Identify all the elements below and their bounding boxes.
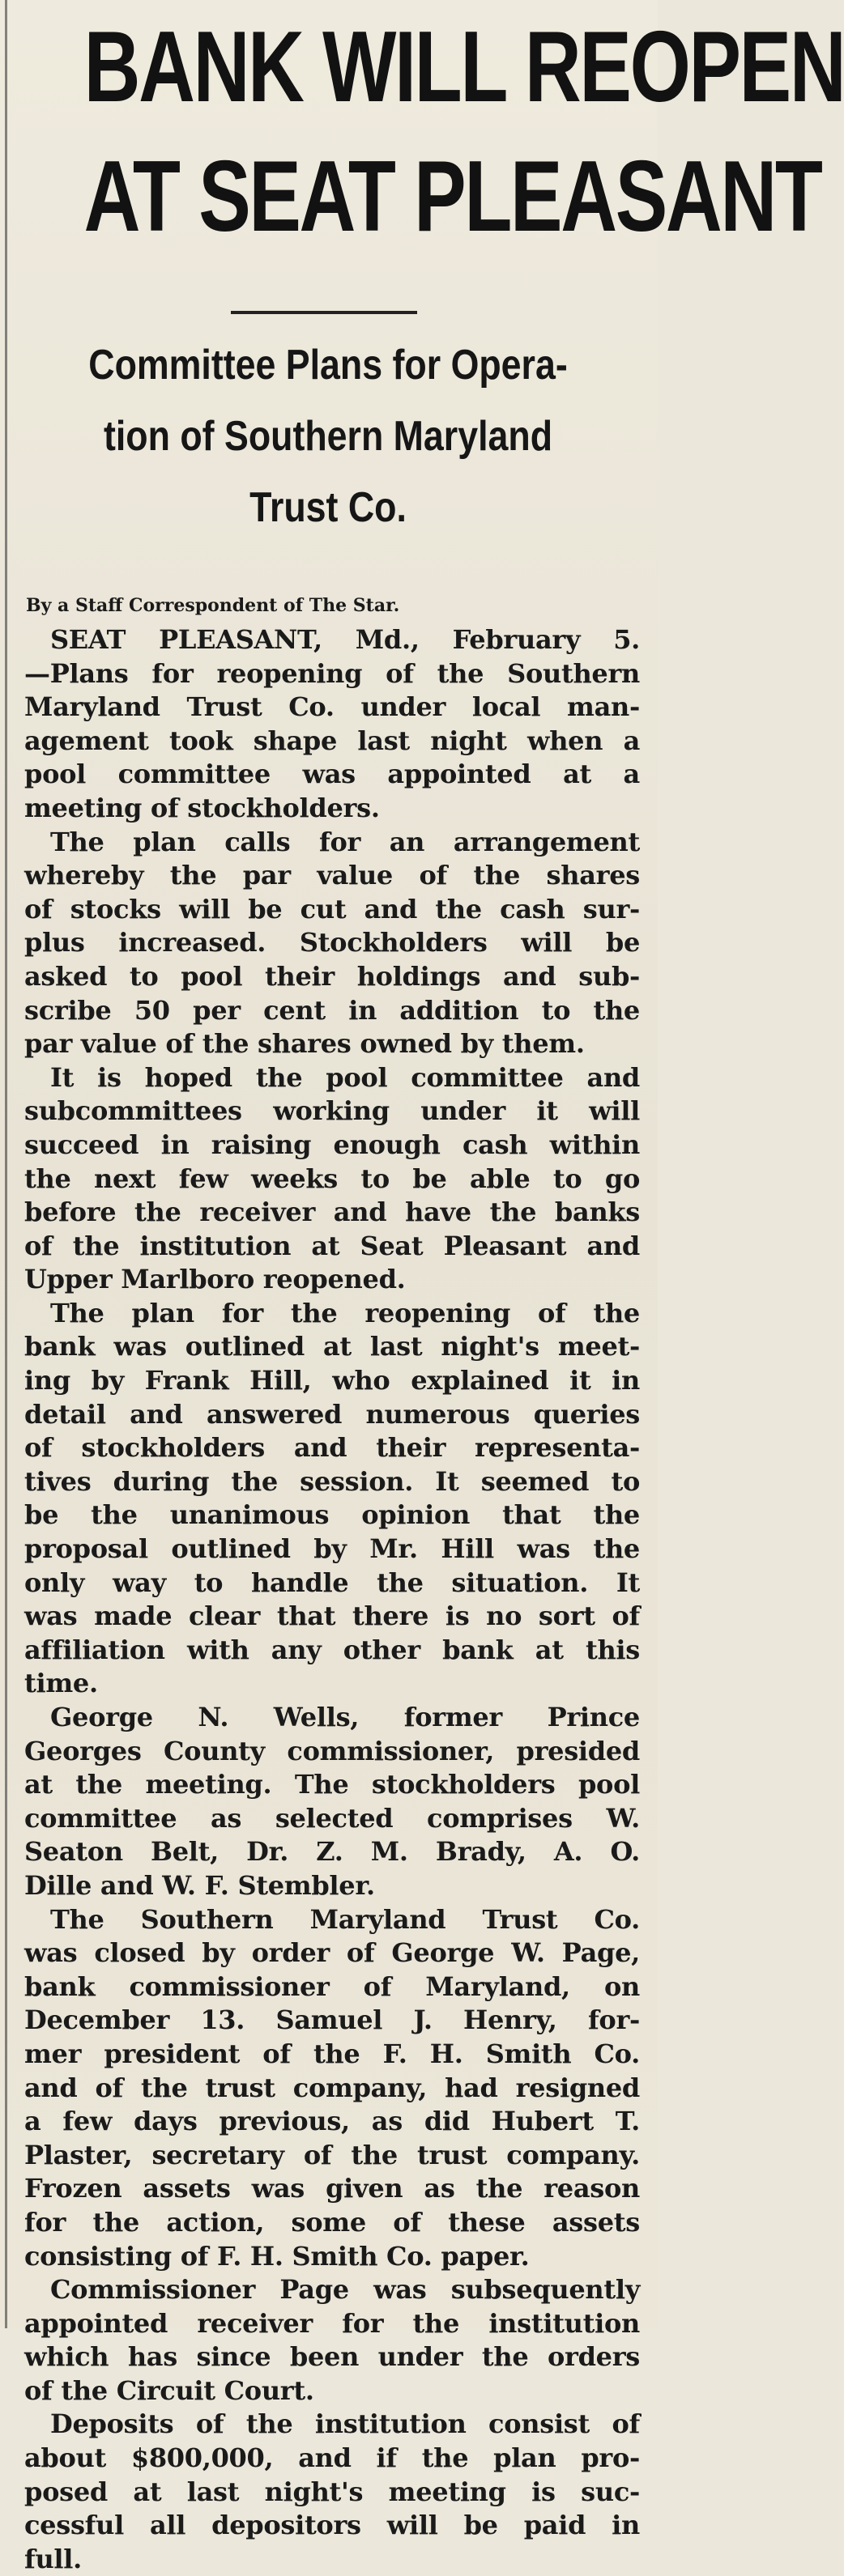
body-line: Deposits of the institution consist of <box>50 2408 640 2440</box>
body-line: was made clear that there is no sort of <box>24 1600 640 1632</box>
body-line: The Southern Maryland Trust Co. <box>50 1903 640 1935</box>
body-line: proposal outlined by Mr. Hill was the <box>24 1533 640 1565</box>
body-line: Dille and W. F. Stembler. <box>24 1869 375 1901</box>
body-line: plus increased. Stockholders will be <box>24 927 640 959</box>
body-line: The plan calls for an arrangement <box>50 826 640 857</box>
body-line: whereby the par value of the shares <box>24 860 640 891</box>
body-line: about $800,000, and if the plan pro- <box>24 2442 640 2474</box>
body-line: Plaster, secretary of the trust company. <box>24 2139 640 2170</box>
body-line: Frozen assets was given as the reason <box>24 2173 640 2204</box>
body-line: mer president of the F. H. Smith Co. <box>24 2038 640 2069</box>
column-rule <box>5 0 7 2328</box>
body-line: of stockholders and their representa- <box>24 1432 640 1464</box>
body-line: committee as selected comprises W. <box>24 1802 640 1834</box>
body-line: detail and answered numerous queries <box>24 1398 640 1430</box>
body-line: succeed in raising enough cash within <box>24 1129 640 1160</box>
body-line: SEAT PLEASANT, Md., February 5. <box>50 624 640 655</box>
body-line: George N. Wells, former Prince <box>50 1702 640 1732</box>
byline: By a Staff Correspondent of The Star. <box>26 595 400 616</box>
headline-divider <box>231 311 417 314</box>
body-line: Seaton Belt, Dr. Z. M. Brady, A. O. <box>24 1836 640 1868</box>
body-line: tives during the session. It seemed to <box>24 1465 640 1497</box>
body-line: scribe 50 per cent in addition to the <box>24 994 640 1026</box>
body-line: at the meeting. The stockholders pool <box>24 1769 640 1800</box>
body-line: before the receiver and have the banks <box>24 1197 640 1228</box>
body-line: par value of the shares owned by them. <box>24 1028 585 1060</box>
body-line: of stocks will be cut and the cash sur- <box>24 893 640 925</box>
body-line: a few days previous, as did Hubert T. <box>24 2106 640 2137</box>
body-line: time. <box>24 1668 98 1699</box>
body-line: which has since been under the orders <box>24 2341 640 2373</box>
headline-line-1: BANK WILL REOPEN <box>83 11 844 123</box>
body-line: bank was outlined at last night's meet- <box>24 1331 640 1362</box>
body-line: and of the trust company, had resigned <box>24 2072 640 2103</box>
body-line: for the action, some of these assets <box>24 2206 640 2238</box>
body-line: the next few weeks to be able to go <box>24 1163 640 1194</box>
body-line: of the Circuit Court. <box>24 2374 314 2406</box>
body-line: consisting of F. H. Smith Co. paper. <box>24 2240 530 2272</box>
body-line: pool committee was appointed at a <box>24 759 640 790</box>
body-line: Maryland Trust Co. under local man- <box>24 691 640 723</box>
body-line: only way to handle the situation. It <box>24 1566 640 1598</box>
body-line: full. <box>24 2543 82 2574</box>
body-line: affiliation with any other bank at this <box>24 1634 640 1665</box>
body-line: appointed receiver for the institution <box>24 2307 640 2339</box>
body-line: ing by Frank Hill, who explained it in <box>24 1365 640 1396</box>
headline-line-2: AT SEAT PLEASANT <box>83 141 821 253</box>
body-line: asked to pool their holdings and sub- <box>24 960 640 992</box>
body-line: agement took shape last night when a <box>24 725 640 756</box>
subheadline-line-2: tion of Southern Maryland <box>103 413 553 460</box>
body-line: was closed by order of George W. Page, <box>24 1937 640 1969</box>
article-body <box>24 623 640 2576</box>
body-line: be the unanimous opinion that the <box>24 1499 640 1531</box>
body-line: posed at last night's meeting is suc- <box>24 2476 640 2507</box>
body-line: The plan for the reopening of the <box>50 1297 640 1328</box>
body-line: subcommittees working under it will <box>24 1095 640 1127</box>
body-line: Commissioner Page was subsequently <box>50 2274 640 2306</box>
body-line: bank commissioner of Maryland, on <box>24 1970 640 2002</box>
subheadline-line-3: Trust Co. <box>249 484 407 531</box>
body-line: December 13. Samuel J. Henry, for- <box>24 2004 640 2036</box>
subheadline-line-1: Committee Plans for Opera- <box>88 342 568 389</box>
body-line: of the institution at Seat Pleasant and <box>24 1230 640 1261</box>
body-line: meeting of stockholders. <box>24 792 380 823</box>
body-line: Georges County commissioner, presided <box>24 1735 640 1766</box>
body-line: cessful all depositors will be paid in <box>24 2510 640 2541</box>
body-line: It is hoped the pool committee and <box>50 1061 640 1093</box>
body-line: —Plans for reopening of the Southern <box>24 657 640 689</box>
body-line: Upper Marlboro reopened. <box>24 1264 406 1295</box>
